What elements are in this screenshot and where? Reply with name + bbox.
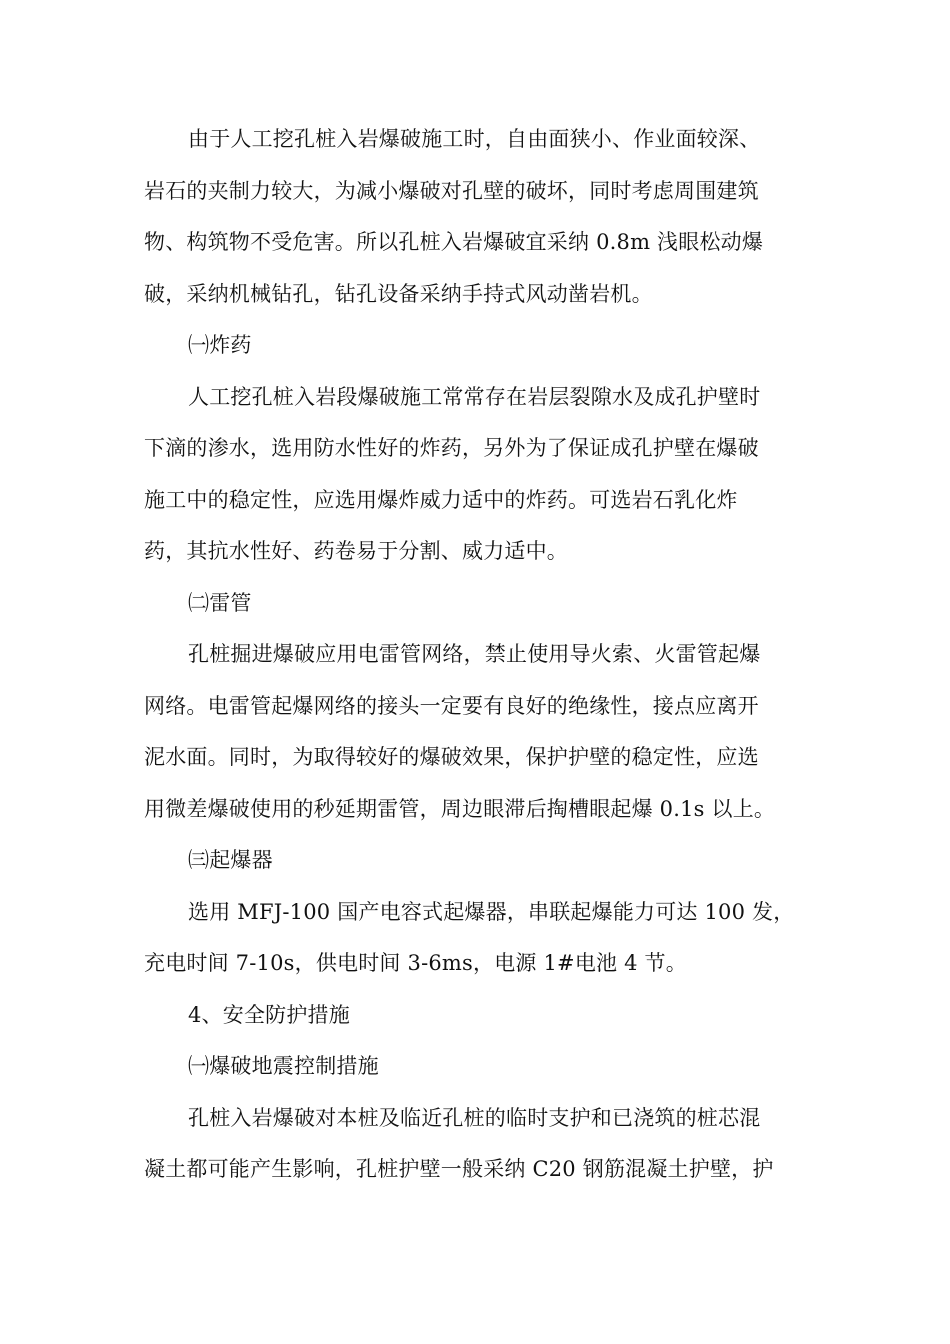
paragraph-line: 充电时间 7-10s，供电时间 3-6ms，电源 1#电池 4 节。 (144, 951, 687, 975)
paragraph-line: 网络。电雷管起爆网络的接头一定要有良好的绝缘性，接点应离开 (144, 693, 759, 718)
paragraph-line: 凝土都可能产生影响，孔桩护壁一般采纳 C20 钢筋混凝土护壁，护 (144, 1157, 774, 1181)
paragraph-line: 药，其抗水性好、药卷易于分割、威力适中。 (144, 539, 568, 563)
paragraph-line: 岩石的夹制力较大，为减小爆破对孔壁的破坏，同时考虑周围建筑 (144, 178, 759, 203)
paragraph-line: 人工挖孔桩入岩段爆破施工常常存在岩层裂隙水及成孔护壁时 (188, 384, 761, 409)
section-heading-exploder: ㈢起爆器 (188, 848, 273, 872)
document-page (144, 114, 796, 1196)
paragraph-line: 物、构筑物不受危害。所以孔桩入岩爆破宜采纳 0.8m 浅眼松动爆 (144, 230, 764, 254)
section-heading-safety-measures: 4、安全防护措施 (188, 1002, 350, 1027)
paragraph-line: 孔桩入岩爆破对本桩及临近孔桩的临时支护和已浇筑的桩芯混 (188, 1105, 761, 1130)
paragraph-line: 由于人工挖孔桩入岩爆破施工时，自由面狭小、作业面较深、 (188, 127, 761, 151)
section-heading-detonators: ㈡雷管 (188, 590, 252, 615)
paragraph-line: 孔桩掘进爆破应用电雷管网络，禁止使用导火索、火雷管起爆 (188, 642, 761, 666)
paragraph-line: 泥水面。同时，为取得较好的爆破效果，保护护壁的稳定性，应选 (144, 745, 759, 769)
paragraph-line: 破，采纳机械钻孔，钻孔设备采纳手持式风动凿岩机。 (144, 281, 653, 306)
paragraph-line: 选用 MFJ-100 国产电容式起爆器，串联起爆能力可达 100 发， (188, 899, 795, 924)
section-heading-explosives: ㈠炸药 (188, 333, 252, 357)
section-heading-seismic-control: ㈠爆破地震控制措施 (188, 1054, 379, 1078)
paragraph-line: 用微差爆破使用的秒延期雷管，周边眼滞后掏槽眼起爆 0.1s 以上。 (144, 796, 776, 821)
paragraph-line: 下滴的渗水，选用防水性好的炸药，另外为了保证成孔护壁在爆破 (144, 436, 759, 460)
paragraph-line: 施工中的稳定性，应选用爆炸威力适中的炸药。可选岩石乳化炸 (144, 487, 738, 512)
